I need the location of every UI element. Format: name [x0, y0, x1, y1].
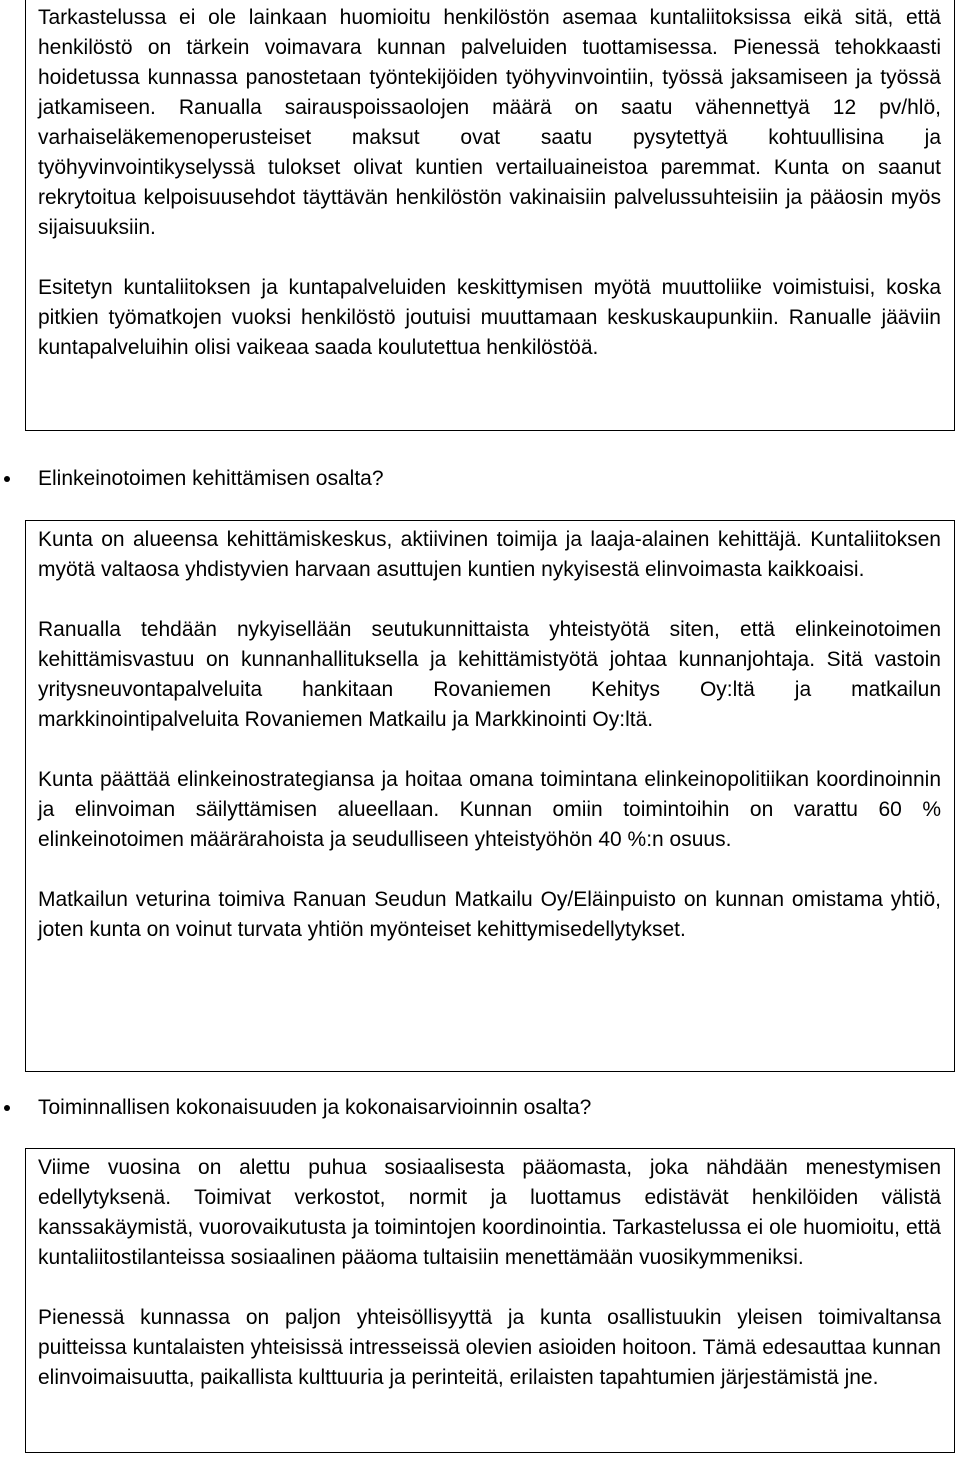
paragraph: Viime vuosina on alettu puhua sosiaalisesta pääomasta, joka nähdään menestymisen edellytyksenä. Toimivat verkostot, normit ja luottamus edistävät henkilöiden välistä kanssakäymistä, vuorovaikutusta ja toimintojen koordinointia. Tarkastelussa ei ole huomioitu, että kuntaliitostilanteissa sosiaalinen pääoma tultaisiin menettämään vuosikymmeniksi. — [38, 1156, 941, 1269]
paragraph: Tarkastelussa ei ole lainkaan huomioitu henkilöstön asemaa kuntaliitoksissa eikä sitä, että henkilöstö on tärkein voimavara kunnan palveluiden tuottamisessa. Pienessä tehokkaasti hoidetussa kunnassa panostetaan työntekijöiden työhyvinvointiin, työssä jaksamiseen ja työssä jatkamiseen. Ranualla sairauspoissaolojen määrä on saatu vähennettyä 12 pv/hlö, varhaiseläkemenoperusteiset maksut ovat saatu pysytettyä kohtuullisina ja työhyvinvointikyselyssä tulokset olivat kuntien vertailuaineistoa paremmat. Kunta on saanut rekrytoitua kelpoisuusehdot täyttävän henkilöstön vakinaisiin palvelussuhteisiin ja pääosin myös sijaisuuksiin. — [38, 6, 941, 239]
bullet-question: Elinkeinotoimen kehittämisen osalta? — [38, 467, 384, 490]
bullet-item-overall — [0, 1093, 960, 1123]
paragraph: Ranualla tehdään nykyisellään seutukunnittaista yhteistyötä siten, että elinkeinotoimen kehittämisvastuu on kunnanhallituksella ja kehittämistyötä johtaa kunnanjohtaja. Sitä vastoin yritysneuvontapalveluita hankitaan Rovaniemen Kehitys Oy:ltä ja matkailun markkinointipalveluita Rovaniemen Matkailu ja Markkinointi Oy:ltä. — [38, 618, 941, 731]
text-box-staff — [25, 0, 955, 431]
paragraph: Kunta on alueensa kehittämiskeskus, aktiivinen toimija ja laaja-alainen kehittäjä. Kuntaliitoksen myötä valtaosa yhdistyvien harvaan asuttujen kuntien nykyisestä elinvoimasta kaikkoaisi. — [38, 528, 941, 581]
bullet-item-business — [0, 464, 960, 494]
bullet-question: Toiminnallisen kokonaisuuden ja kokonaisarvioinnin osalta? — [38, 1096, 592, 1119]
bullet-icon — [4, 476, 10, 482]
paragraph: Esitetyn kuntaliitoksen ja kuntapalveluiden keskittymisen myötä muuttoliike voimistuisi, koska pitkien työmatkojen vuoksi henkilöstö joutuisi muuttamaan keskuskaupunkiin. Ranualle jääviin kuntapalveluihin olisi vaikeaa saada koulutettua henkilöstöä. — [38, 276, 941, 359]
bullet-icon — [4, 1105, 10, 1111]
paragraph: Kunta päättää elinkeinostrategiansa ja hoitaa omana toimintana elinkeinopolitiikan koordinoinnin ja elinvoiman säilyttämisen alueellaan. Kunnan omiin toimintoihin on varattu 60 % elinkeinotoimen määrärahoista ja seudulliseen yhteistyöhön 40 %:n osuus. — [38, 768, 941, 851]
paragraph: Matkailun veturina toimiva Ranuan Seudun Matkailu Oy/Eläinpuisto on kunnan omistama yhtiö, joten kunta on voinut turvata yhtiön myönteiset kehittymisedellytykset. — [38, 888, 941, 941]
text-box-business — [25, 520, 955, 1072]
paragraph: Pienessä kunnassa on paljon yhteisöllisyyttä ja kunta osallistuukin yleisen toimivaltansa puitteissa kuntalaisten yhteisissä intresseissä olevien asioiden hoitoon. Tämä edesauttaa kunnan elinvoimaisuutta, paikallista kulttuuria ja perinteitä, erilaisten tapahtumien järjestämistä jne. — [38, 1306, 941, 1389]
text-box-overall — [25, 1148, 955, 1453]
